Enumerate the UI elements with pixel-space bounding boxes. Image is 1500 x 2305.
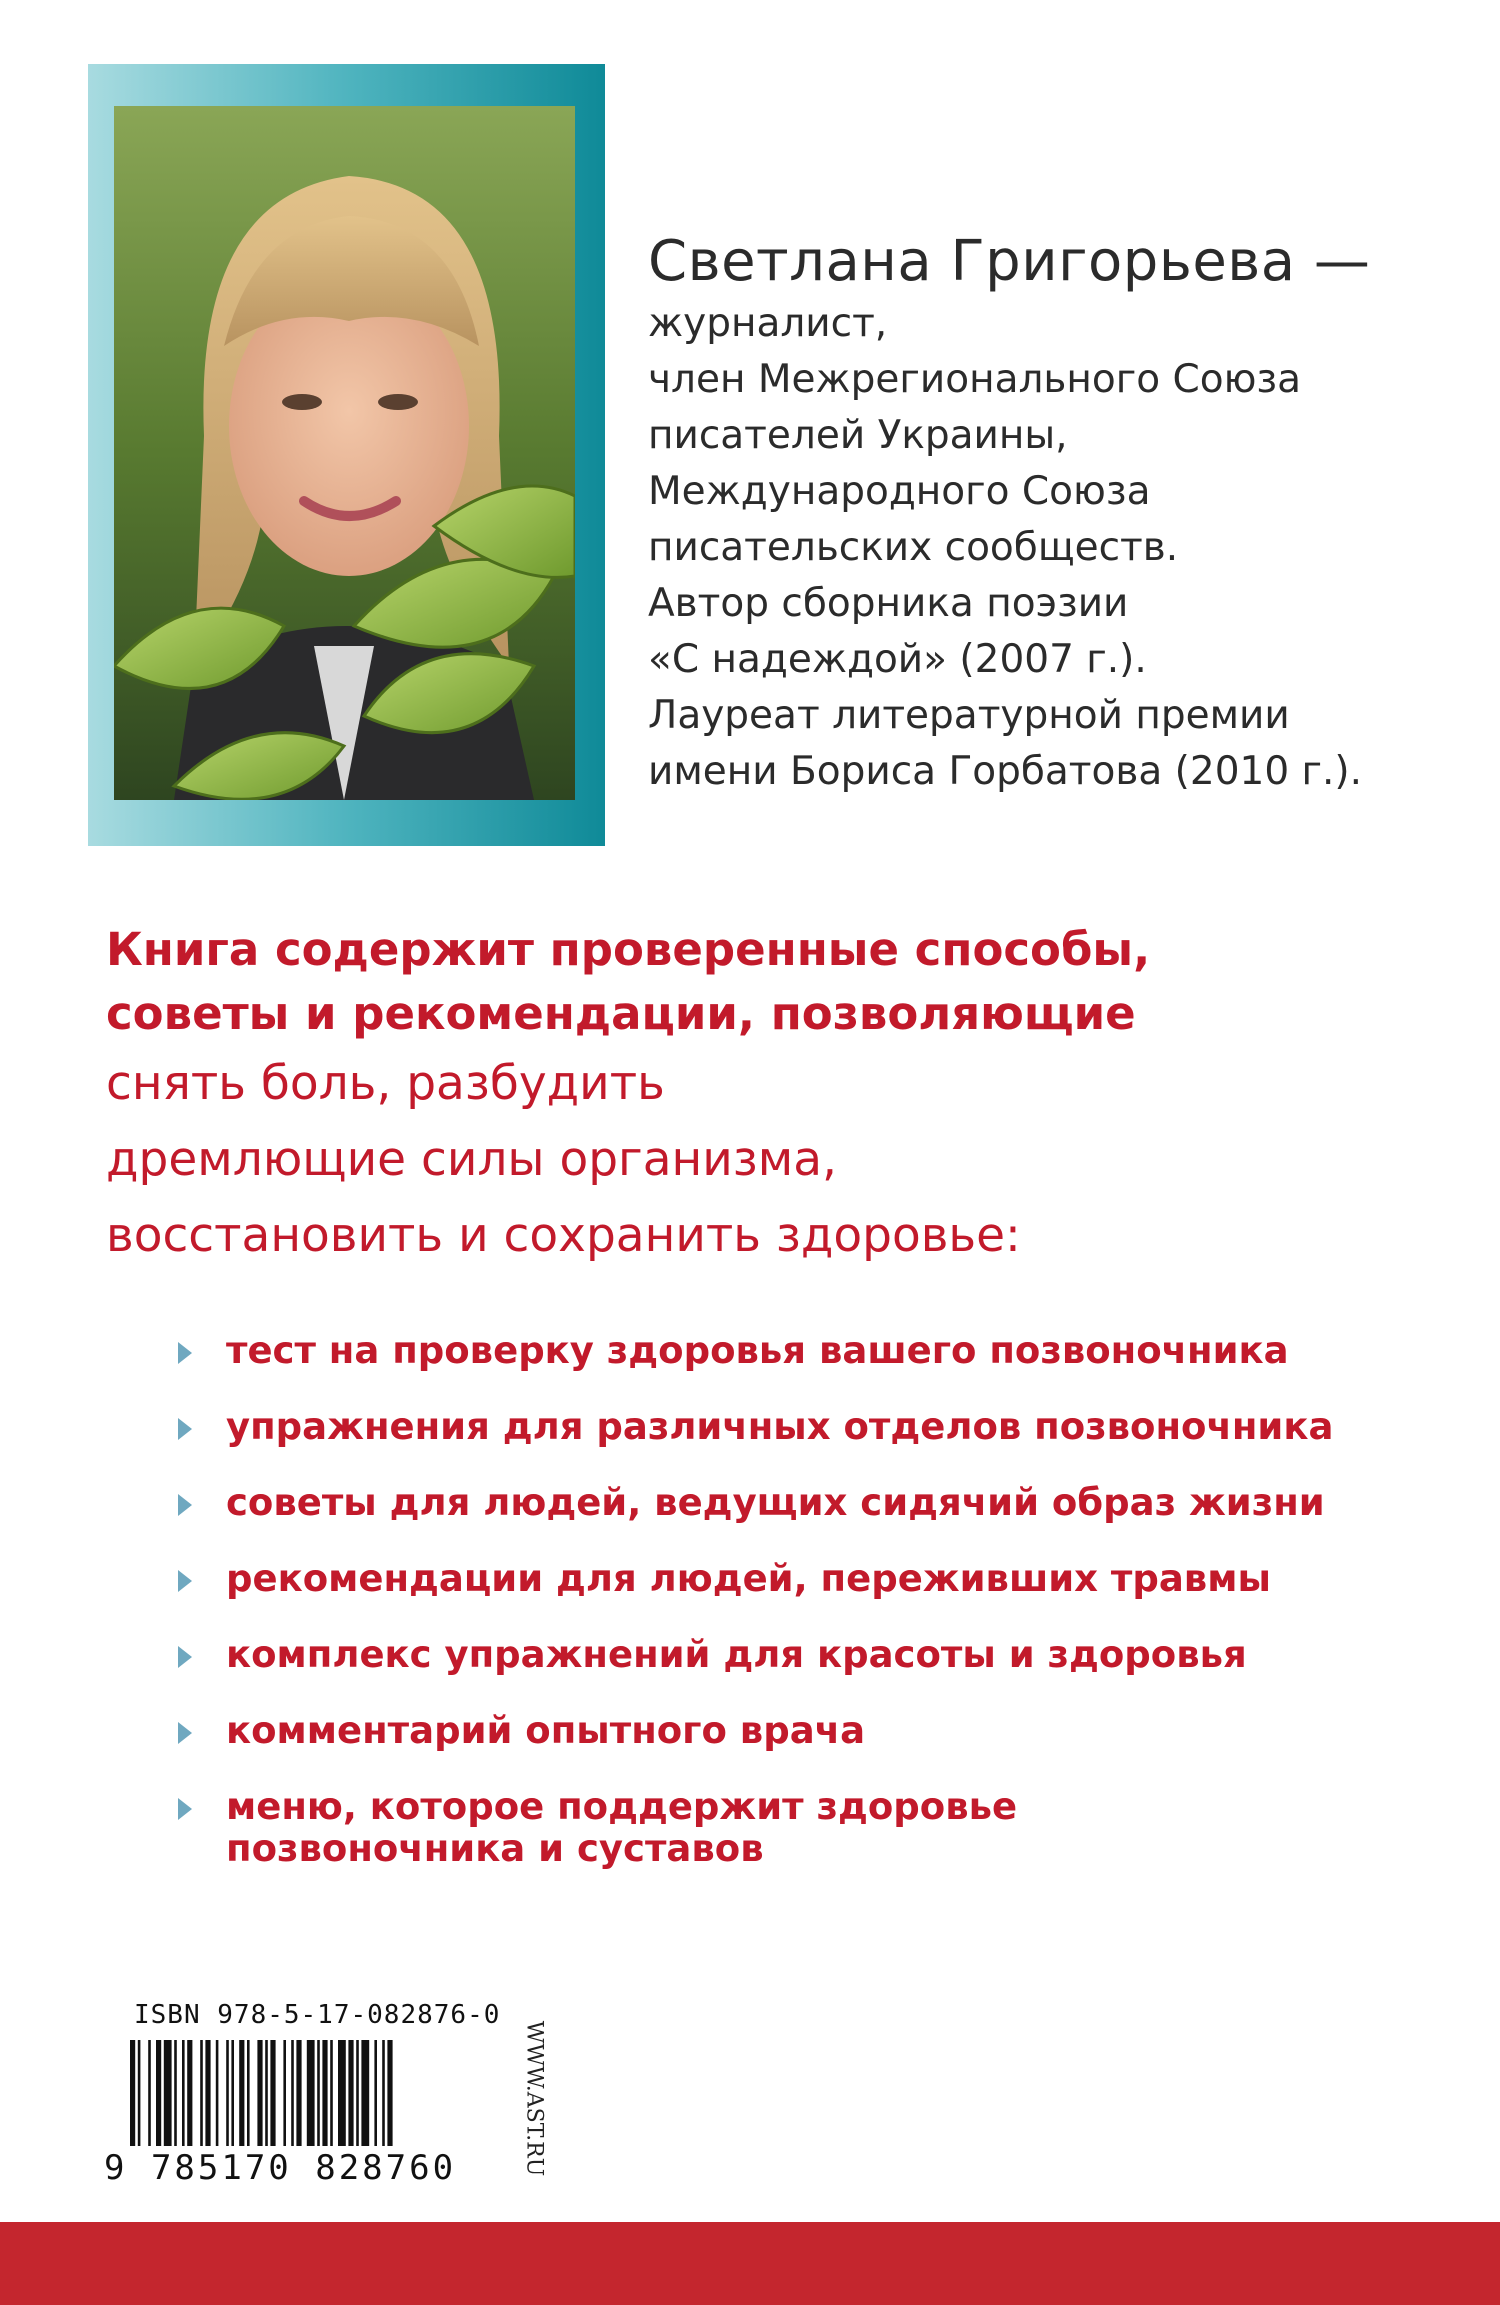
barcode-bars	[104, 2040, 504, 2150]
bio-line: Лауреат литературной премии	[648, 693, 1290, 738]
bullet-icon	[178, 1570, 192, 1592]
bio-line: журналист,	[648, 301, 888, 346]
list-item	[178, 1634, 1438, 1676]
bio-line: писательских сообществ.	[648, 525, 1179, 570]
bio-line: писателей Украины,	[648, 413, 1068, 458]
isbn-number: ISBN 978-5-17-082876-0	[134, 2000, 501, 2030]
feature-list	[178, 1330, 1438, 1904]
website-text: WWW.AST.RU	[521, 2020, 547, 2177]
list-item	[178, 1482, 1438, 1524]
list-item	[178, 1710, 1438, 1752]
bullet-icon	[178, 1342, 192, 1364]
author-name: Светлана Григорьева —	[648, 229, 1371, 294]
list-item	[178, 1330, 1438, 1372]
bio-line: Международного Союза	[648, 469, 1151, 514]
bullet-icon	[178, 1646, 192, 1668]
author-bio	[648, 228, 1371, 800]
bottom-band	[0, 2222, 1500, 2305]
intro-line: восстановить и сохранить здоровье:	[106, 1208, 1021, 1263]
feature-text: меню, которое поддержит здоровье	[226, 1785, 1018, 1828]
bio-line: член Межрегионального Союза	[648, 357, 1302, 402]
barcode-digits: 9 785170 828760	[104, 2148, 457, 2188]
bio-line: «С надеждой» (2007 г.).	[648, 637, 1147, 682]
bullet-icon	[178, 1722, 192, 1744]
feature-text: тест на проверку здоровья вашего позвоночника	[226, 1329, 1289, 1372]
feature-text: позвоночника и суставов	[226, 1827, 764, 1870]
intro-line: снять боль, разбудить	[106, 1056, 665, 1111]
intro-line: дремлющие силы организма,	[106, 1132, 838, 1187]
bullet-icon	[178, 1798, 192, 1820]
author-photo	[114, 106, 575, 800]
bullet-icon	[178, 1494, 192, 1516]
barcode	[104, 2000, 524, 2200]
feature-text: советы для людей, ведущих сидячий образ жизни	[226, 1481, 1325, 1524]
list-item	[178, 1558, 1438, 1600]
feature-text: рекомендации для людей, переживших травмы	[226, 1557, 1271, 1600]
feature-text: упражнения для различных отделов позвоночника	[226, 1405, 1334, 1448]
list-item	[178, 1786, 1438, 1870]
bio-line: имени Бориса Горбатова (2010 г.).	[648, 749, 1363, 794]
feature-text: комментарий опытного врача	[226, 1709, 866, 1752]
intro-bold-line: Книга содержит проверенные способы,	[106, 923, 1151, 976]
intro-bold-line: советы и рекомендации, позволяющие	[106, 987, 1136, 1040]
website-url	[512, 2002, 552, 2202]
book-intro	[106, 918, 1436, 1274]
list-item	[178, 1406, 1438, 1448]
bullet-icon	[178, 1418, 192, 1440]
bio-line: Автор сборника поэзии	[648, 581, 1129, 626]
feature-text: комплекс упражнений для красоты и здоровья	[226, 1633, 1247, 1676]
